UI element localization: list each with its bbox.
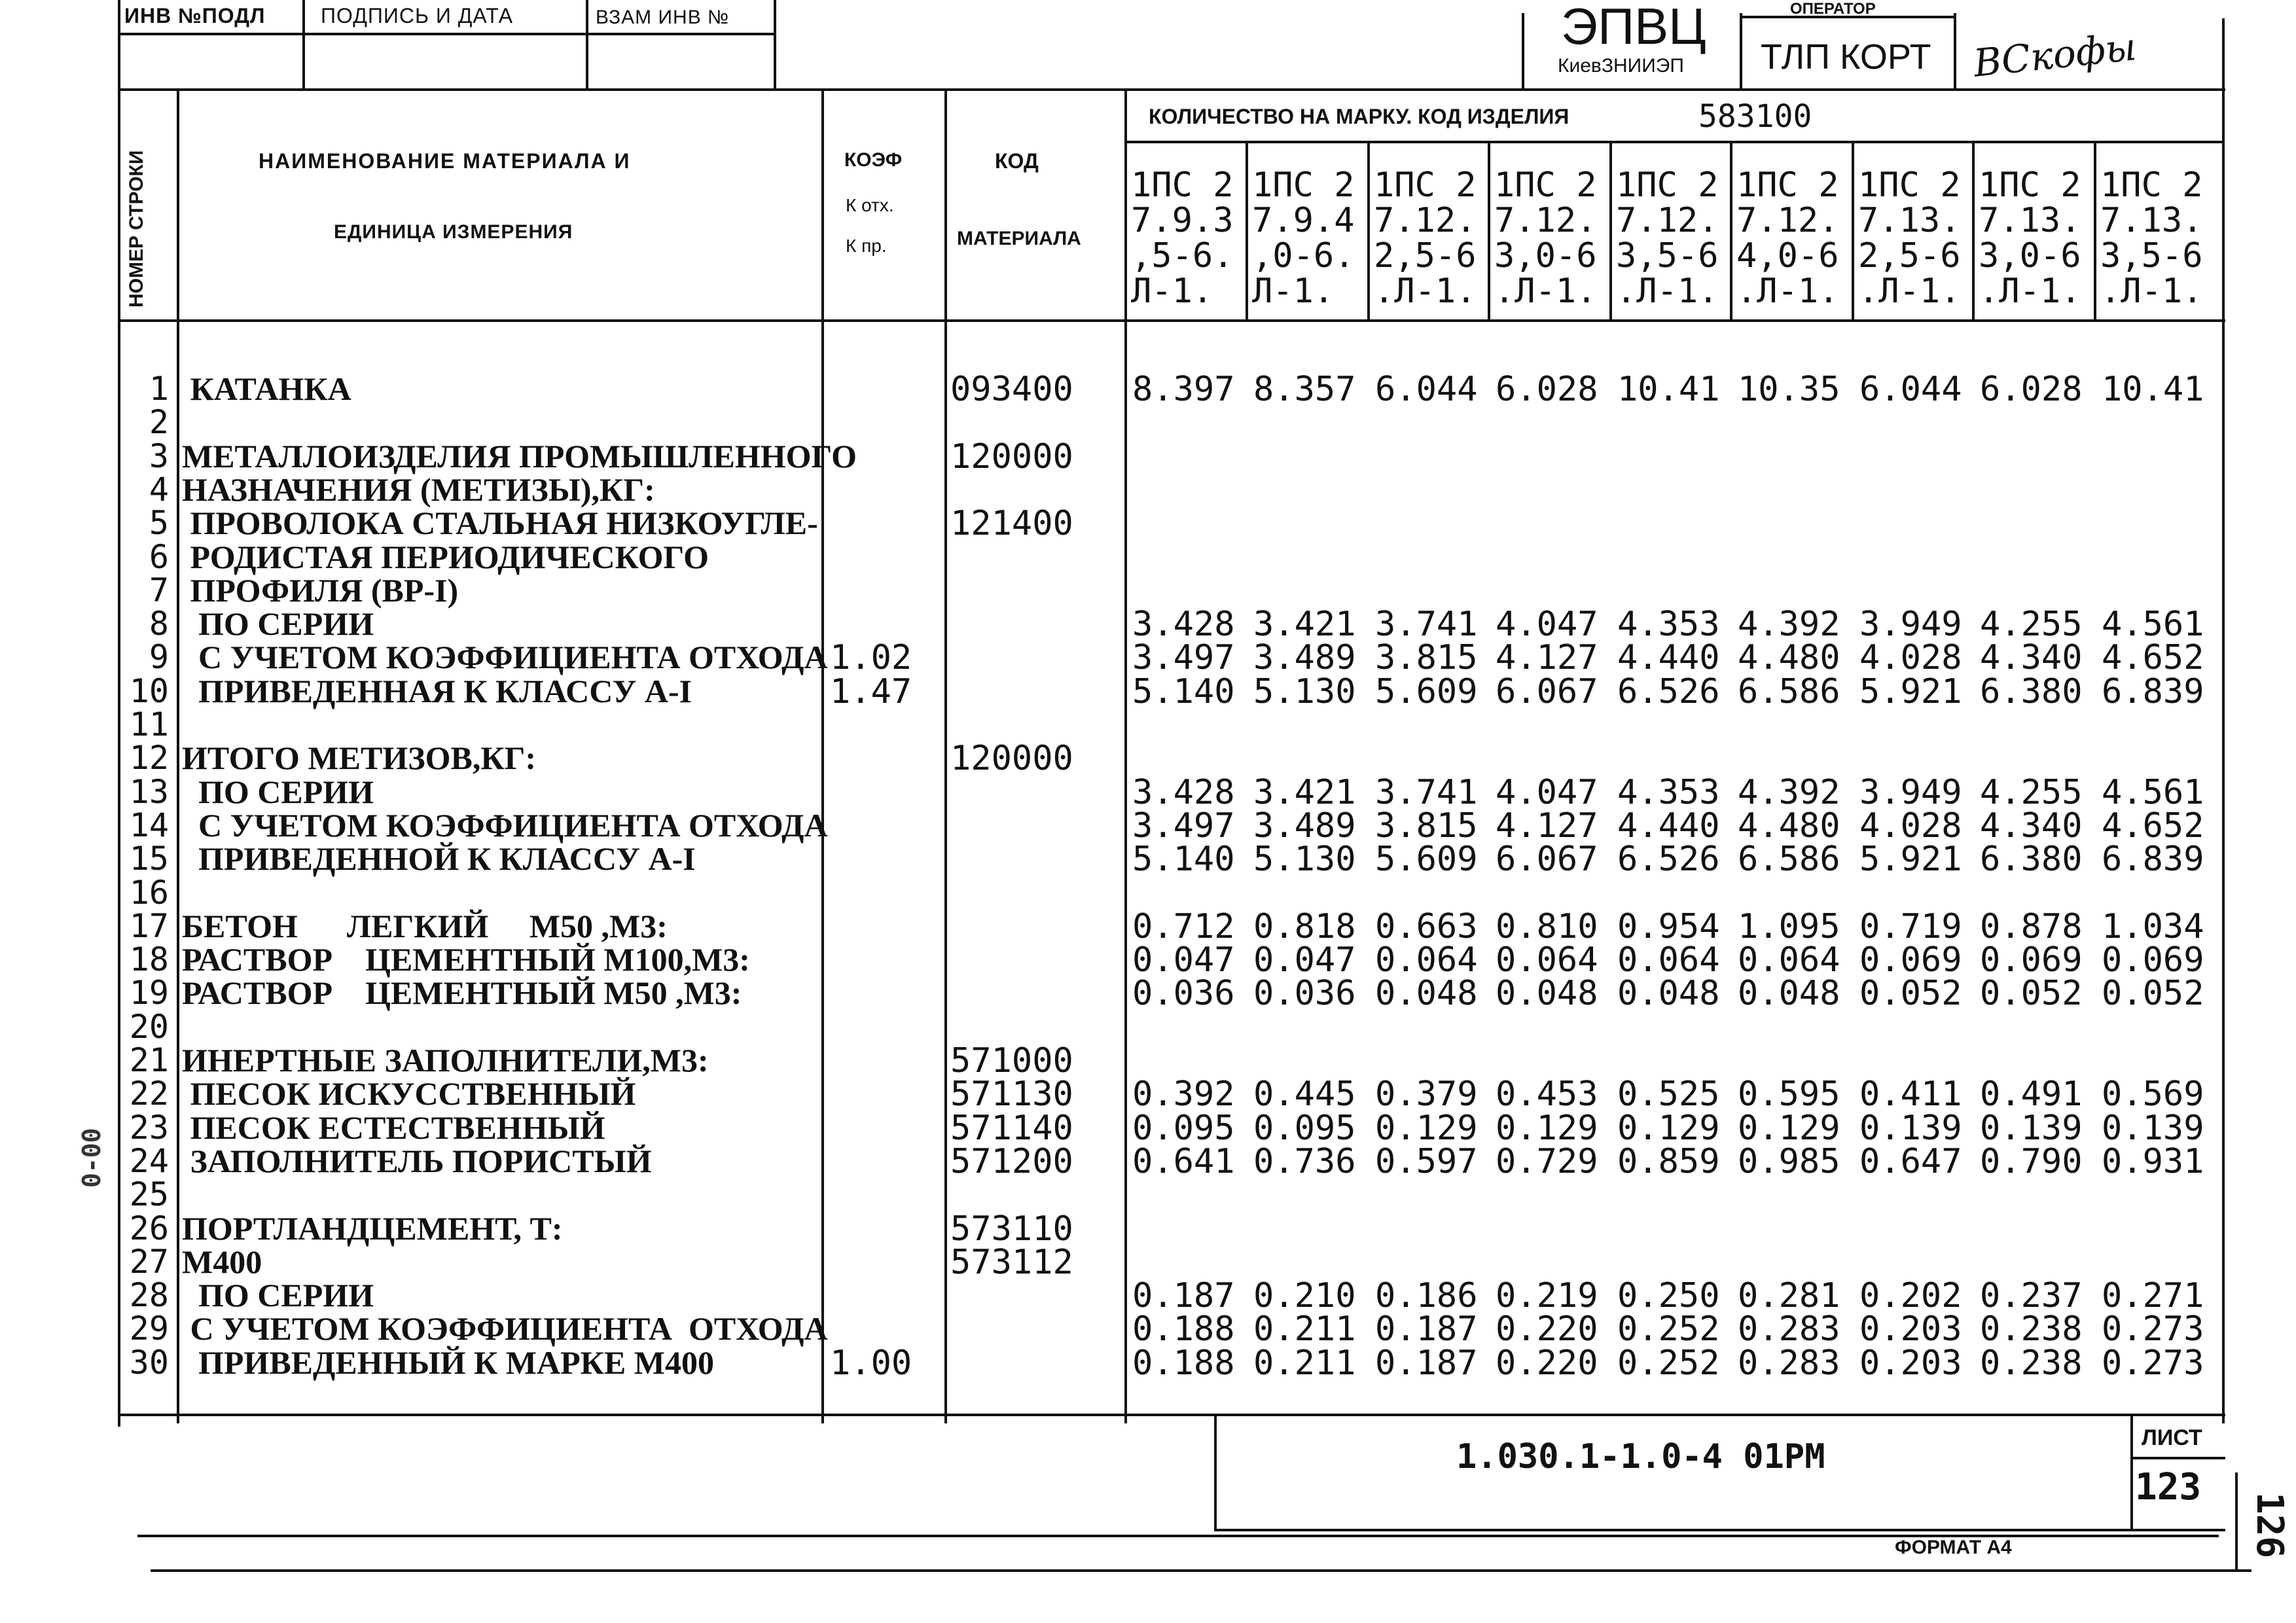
row-number: 29 <box>129 1310 169 1348</box>
quantity-value: 3.497 <box>1132 806 1235 846</box>
quantity-value: 4.255 <box>1980 772 2083 812</box>
quantity-value: 0.729 <box>1496 1141 1598 1181</box>
quantity-value: 0.129 <box>1375 1108 1478 1148</box>
quantity-value: 6.067 <box>1496 840 1598 880</box>
quantity-value: 5.921 <box>1859 671 1962 711</box>
quantity-value: 0.052 <box>1859 974 1962 1014</box>
quantity-value: 0.047 <box>1132 940 1235 980</box>
quantity-value: 0.237 <box>1980 1276 2083 1316</box>
material-code: 571140 <box>950 1108 1073 1148</box>
quantity-value: 0.647 <box>1859 1141 1962 1181</box>
quantity-value: 4.440 <box>1617 638 1720 678</box>
quantity-value: 3.949 <box>1859 772 1962 812</box>
material-name: ПРИВЕДЕННАЯ К КЛАССУ А-I <box>182 672 692 709</box>
row-number: 3 <box>149 437 169 475</box>
qty-header: КОЛИЧЕСТВО НА МАРКУ. КОД ИЗДЕЛИЯ <box>1149 105 1570 128</box>
quantity-value: 4.652 <box>2102 638 2204 678</box>
row-number: 28 <box>129 1276 169 1315</box>
row-number: 30 <box>129 1343 169 1382</box>
material-name: НАЗНАЧЕНИЯ (МЕТИЗЫ),КГ: <box>182 471 655 508</box>
quantity-value: 3.428 <box>1132 772 1235 812</box>
quantity-value: 3.815 <box>1375 638 1478 678</box>
quantity-value: 3.741 <box>1375 772 1478 812</box>
material-name: РАСТВОР ЦЕМЕНТНЫЙ М50 ,М3: <box>182 974 742 1012</box>
name-header-line1: НАИМЕНОВАНИЕ МАТЕРИАЛА И <box>259 149 631 173</box>
column-header-line: 2,5-6 <box>1858 236 1961 276</box>
column-header-line: 1ПС 2 <box>2100 166 2203 205</box>
quantity-value: 0.048 <box>1617 974 1720 1014</box>
quantity-value: 0.188 <box>1132 1310 1235 1349</box>
quantity-value: 3.421 <box>1253 772 1356 812</box>
quantity-value: 6.839 <box>2102 840 2204 880</box>
row-number: 20 <box>129 1007 169 1046</box>
column-header-line: 1ПС 2 <box>1494 166 1597 205</box>
row-number: 21 <box>129 1041 169 1079</box>
quantity-value: 0.203 <box>1859 1343 1962 1383</box>
quantity-value: 5.130 <box>1253 671 1356 711</box>
column-header-line: 7.12. <box>1374 201 1477 240</box>
operator-value: ТЛП КОРТ <box>1761 37 1931 77</box>
quantity-value: 0.273 <box>2102 1310 2204 1349</box>
row-number: 14 <box>129 806 169 844</box>
row-number: 12 <box>129 739 169 777</box>
column-header-line: 1ПС 2 <box>1858 166 1961 205</box>
column-header-line: 1ПС 2 <box>1736 166 1839 205</box>
quantity-value: 0.220 <box>1496 1310 1598 1349</box>
column-header-line: 7.13. <box>2100 201 2203 240</box>
quantity-value: 0.525 <box>1617 1075 1720 1115</box>
code-header-2: МАТЕРИАЛА <box>957 228 1081 249</box>
column-header-line: 7.13. <box>1979 201 2081 240</box>
row-number: 1 <box>149 370 169 408</box>
quantity-value: 6.028 <box>1980 370 2083 409</box>
column-header-line: 1ПС 2 <box>1616 166 1719 205</box>
column-header-line: .Л-1. <box>1736 272 1839 311</box>
material-name: ИТОГО МЕТИЗОВ,КГ: <box>182 740 537 777</box>
material-code: 573112 <box>950 1242 1073 1282</box>
material-name: ПО СЕРИИ <box>182 605 374 643</box>
quantity-value: 3.489 <box>1253 806 1356 846</box>
quantity-value: 0.453 <box>1496 1075 1598 1115</box>
quantity-value: 0.129 <box>1617 1108 1720 1148</box>
material-name: РОДИСТАЯ ПЕРИОДИЧЕСКОГО <box>182 538 709 575</box>
column-header-line: .Л-1. <box>1979 272 2081 311</box>
column-header-line: 3,5-6 <box>1616 236 1719 276</box>
material-name: ПО СЕРИИ <box>182 773 374 810</box>
org-name: КиевЗНИИЭП <box>1558 55 1684 77</box>
row-number: 17 <box>129 906 169 945</box>
column-header-line: 7.9.4 <box>1252 201 1355 240</box>
row-number: 18 <box>129 940 169 979</box>
quantity-value: 5.140 <box>1132 840 1235 880</box>
quantity-value: 0.139 <box>1859 1108 1962 1148</box>
quantity-value: 0.392 <box>1132 1075 1235 1115</box>
material-name: ПРОВОЛОКА СТАЛЬНАЯ НИЗКОУГЛЕ- <box>182 505 818 542</box>
quantity-value: 0.719 <box>1859 906 1962 946</box>
coef-header-2: К отх. <box>846 195 894 215</box>
material-code: 571130 <box>950 1075 1073 1115</box>
material-code: 121400 <box>950 504 1073 544</box>
quantity-value: 6.028 <box>1496 370 1598 409</box>
quantity-value: 0.139 <box>1980 1108 2083 1148</box>
row-number: 11 <box>129 705 169 743</box>
quantity-value: 0.283 <box>1738 1343 1840 1383</box>
quantity-value: 0.736 <box>1253 1141 1356 1181</box>
quantity-value: 4.028 <box>1859 638 1962 678</box>
quantity-value: 4.340 <box>1980 638 2083 678</box>
quantity-value: 0.281 <box>1738 1276 1840 1316</box>
quantity-value: 0.069 <box>2102 940 2204 980</box>
row-number: 8 <box>149 605 169 643</box>
quantity-value: 0.036 <box>1132 974 1235 1014</box>
coef-header-3: К пр. <box>846 236 887 256</box>
quantity-value: 0.597 <box>1375 1141 1478 1181</box>
coef-header-1: КОЭФ <box>844 149 903 171</box>
column-header-line: .Л-1. <box>1858 272 1961 311</box>
quantity-value: 5.921 <box>1859 840 1962 880</box>
row-number-header: НОМЕР СТРОКИ <box>126 150 147 308</box>
quantity-value: 1.034 <box>2102 906 2204 946</box>
quantity-value: 0.273 <box>2102 1343 2204 1383</box>
material-name: ПЕСОК ИСКУССТВЕННЫЙ <box>182 1075 636 1113</box>
code-header-1: КОД <box>995 149 1039 173</box>
quantity-value: 0.095 <box>1253 1108 1356 1148</box>
quantity-value: 0.818 <box>1253 906 1356 946</box>
column-header-line: 7.12. <box>1494 201 1597 240</box>
product-code: 583100 <box>1698 98 1812 135</box>
material-code: 571200 <box>950 1141 1073 1181</box>
quantity-value: 0.641 <box>1132 1141 1235 1181</box>
quantity-value: 3.815 <box>1375 806 1478 846</box>
quantity-value: 0.219 <box>1496 1276 1598 1316</box>
sheet-label: ЛИСТ <box>2142 1425 2202 1450</box>
quantity-value: 0.283 <box>1738 1310 1840 1349</box>
quantity-value: 4.392 <box>1738 772 1840 812</box>
quantity-value: 10.41 <box>1617 370 1720 409</box>
quantity-value: 4.440 <box>1617 806 1720 846</box>
material-name: С УЧЕТОМ КОЭФФИЦИЕНТА ОТХОДА <box>182 1310 828 1347</box>
material-name: ПО СЕРИИ <box>182 1277 374 1314</box>
quantity-value: 6.044 <box>1375 370 1478 409</box>
quantity-value: 6.067 <box>1496 671 1598 711</box>
material-code: 571000 <box>950 1041 1073 1080</box>
quantity-value: 0.203 <box>1859 1310 1962 1349</box>
side-page-number: 126 <box>2248 1492 2291 1559</box>
quantity-value: 0.859 <box>1617 1141 1720 1181</box>
material-name: КАТАНКА <box>182 370 351 407</box>
material-name: МЕТАЛЛОИЗДЕЛИЯ ПРОМЫШЛЕННОГО <box>182 437 857 474</box>
quantity-value: 0.047 <box>1253 940 1356 980</box>
quantity-value: 6.044 <box>1859 370 1962 409</box>
quantity-value: 0.211 <box>1253 1310 1356 1349</box>
quantity-value: 4.047 <box>1496 605 1598 645</box>
margin-mark: 0-00 <box>77 1128 106 1188</box>
quantity-value: 3.421 <box>1253 605 1356 645</box>
quantity-value: 0.129 <box>1738 1108 1840 1148</box>
quantity-value: 4.480 <box>1738 638 1840 678</box>
quantity-value: 5.609 <box>1375 671 1478 711</box>
material-code: 093400 <box>950 370 1073 409</box>
quantity-value: 3.428 <box>1132 605 1235 645</box>
material-name: ИНЕРТНЫЕ ЗАПОЛНИТЕЛИ,М3: <box>182 1042 709 1079</box>
quantity-value: 0.202 <box>1859 1276 1962 1316</box>
quantity-value: 0.878 <box>1980 906 2083 946</box>
quantity-value: 0.569 <box>2102 1075 2204 1115</box>
material-name: С УЧЕТОМ КОЭФФИЦИЕНТА ОТХОДА <box>182 806 828 844</box>
material-name: ПРИВЕДЕННЫЙ К МАРКЕ М400 <box>182 1344 714 1381</box>
column-header-line: 2,5-6 <box>1374 236 1477 276</box>
material-name: ПРОФИЛЯ (ВР-I) <box>182 571 459 609</box>
quantity-value: 0.048 <box>1738 974 1840 1014</box>
row-number: 7 <box>149 571 169 609</box>
name-header-line2: ЕДИНИЦА ИЗМЕРЕНИЯ <box>334 221 573 243</box>
row-number: 13 <box>129 772 169 811</box>
quantity-value: 0.069 <box>1980 940 2083 980</box>
quantity-value: 0.064 <box>1496 940 1598 980</box>
sheet-number: 123 <box>2135 1466 2202 1508</box>
quantity-value: 3.489 <box>1253 638 1356 678</box>
quantity-value: 8.357 <box>1253 370 1356 409</box>
quantity-value: 3.497 <box>1132 638 1235 678</box>
material-code: 573110 <box>950 1209 1073 1249</box>
quantity-value: 0.985 <box>1738 1141 1840 1181</box>
operator-label: ОПЕРАТОР <box>1790 0 1876 18</box>
row-number: 26 <box>129 1209 169 1247</box>
column-header-line: .Л-1. <box>1616 272 1719 311</box>
quantity-value: 0.064 <box>1617 940 1720 980</box>
quantity-value: 6.380 <box>1980 671 2083 711</box>
quantity-value: 0.220 <box>1496 1343 1598 1383</box>
coefficient: 1.47 <box>830 671 912 711</box>
material-name: ПРИВЕДЕННОЙ К КЛАССУ А-I <box>182 840 696 878</box>
material-name: ПОРТЛАНДЦЕМЕНТ, Т: <box>182 1209 563 1247</box>
column-header-line: 3,0-6 <box>1494 236 1597 276</box>
column-header-line: 7.13. <box>1858 201 1961 240</box>
quantity-value: 0.139 <box>2102 1108 2204 1148</box>
quantity-value: 0.048 <box>1375 974 1478 1014</box>
quantity-value: 6.526 <box>1617 840 1720 880</box>
quantity-value: 0.052 <box>1980 974 2083 1014</box>
quantity-value: 0.187 <box>1375 1310 1478 1349</box>
quantity-value: 0.445 <box>1253 1075 1356 1115</box>
quantity-value: 0.186 <box>1375 1276 1478 1316</box>
row-number: 22 <box>129 1075 169 1113</box>
column-header-line: 3,5-6 <box>2100 236 2203 276</box>
material-name: ЗАПОЛНИТЕЛЬ ПОРИСТЫЙ <box>182 1142 652 1179</box>
vzam-inv-label: ВЗАМ ИНВ № <box>596 7 730 28</box>
quantity-value: 0.048 <box>1496 974 1598 1014</box>
row-number: 5 <box>149 504 169 543</box>
row-number: 25 <box>129 1175 169 1214</box>
coefficient: 1.02 <box>830 638 912 678</box>
quantity-value: 0.954 <box>1617 906 1720 946</box>
quantity-value: 4.652 <box>2102 806 2204 846</box>
column-header-line: .Л-1. <box>2100 272 2203 311</box>
quantity-value: 0.595 <box>1738 1075 1840 1115</box>
quantity-value: 4.353 <box>1617 772 1720 812</box>
quantity-value: 0.250 <box>1617 1276 1720 1316</box>
column-header-line: 4,0-6 <box>1736 236 1839 276</box>
quantity-value: 0.810 <box>1496 906 1598 946</box>
column-header-line: ,5-6. <box>1131 236 1234 276</box>
quantity-value: 0.187 <box>1132 1276 1235 1316</box>
quantity-value: 4.127 <box>1496 638 1598 678</box>
quantity-value: 6.586 <box>1738 671 1840 711</box>
row-number: 6 <box>149 537 169 576</box>
quantity-value: 0.052 <box>2102 974 2204 1014</box>
org-logo: ЭПВЦ <box>1561 0 1706 55</box>
row-number: 9 <box>149 638 169 677</box>
column-header-line: .Л-1. <box>1374 272 1477 311</box>
column-header-line: 7.9.3 <box>1131 201 1234 240</box>
quantity-value: 4.561 <box>2102 772 2204 812</box>
column-header-line: 1ПС 2 <box>1131 166 1234 205</box>
material-code: 120000 <box>950 437 1073 476</box>
material-name: М400 <box>182 1243 262 1280</box>
row-number: 23 <box>129 1108 169 1147</box>
document-code: 1.030.1-1.0-4 01РМ <box>1456 1437 1825 1476</box>
quantity-value: 6.839 <box>2102 671 2204 711</box>
row-number: 16 <box>129 873 169 912</box>
row-number: 19 <box>129 974 169 1012</box>
quantity-value: 4.047 <box>1496 772 1598 812</box>
quantity-value: 0.252 <box>1617 1343 1720 1383</box>
row-number: 4 <box>149 470 169 508</box>
row-number: 15 <box>129 840 169 878</box>
quantity-value: 0.252 <box>1617 1310 1720 1349</box>
quantity-value: 4.480 <box>1738 806 1840 846</box>
column-header-line: 1ПС 2 <box>1374 166 1477 205</box>
quantity-value: 0.238 <box>1980 1310 2083 1349</box>
quantity-value: 0.210 <box>1253 1276 1356 1316</box>
quantity-value: 5.130 <box>1253 840 1356 880</box>
row-number: 10 <box>129 671 169 710</box>
quantity-value: 0.129 <box>1496 1108 1598 1148</box>
quantity-value: 5.609 <box>1375 840 1478 880</box>
column-header-line: 1ПС 2 <box>1252 166 1355 205</box>
quantity-value: 0.036 <box>1253 974 1356 1014</box>
quantity-value: 4.127 <box>1496 806 1598 846</box>
quantity-value: 0.187 <box>1375 1343 1478 1383</box>
column-header-line: .Л-1. <box>1494 272 1597 311</box>
column-header-line: 7.12. <box>1616 201 1719 240</box>
quantity-value: 4.561 <box>2102 605 2204 645</box>
quantity-value: 3.741 <box>1375 605 1478 645</box>
column-header-line: 3,0-6 <box>1979 236 2081 276</box>
quantity-value: 4.028 <box>1859 806 1962 846</box>
quantity-value: 0.491 <box>1980 1075 2083 1115</box>
material-code: 120000 <box>950 739 1073 779</box>
format-label: ФОРМАТ А4 <box>1895 1537 2012 1558</box>
quantity-value: 10.35 <box>1738 370 1840 409</box>
quantity-value: 6.586 <box>1738 840 1840 880</box>
column-header-line: ,0-6. <box>1252 236 1355 276</box>
quantity-value: 0.411 <box>1859 1075 1962 1115</box>
quantity-value: 5.140 <box>1132 671 1235 711</box>
material-name: РАСТВОР ЦЕМЕНТНЫЙ М100,М3: <box>182 941 750 978</box>
inv-podl-label: ИНВ №ПОДЛ <box>124 4 266 27</box>
column-header-line: 1ПС 2 <box>1979 166 2081 205</box>
quantity-value: 0.712 <box>1132 906 1235 946</box>
column-header-line: 7.12. <box>1736 201 1839 240</box>
quantity-value: 0.211 <box>1253 1343 1356 1383</box>
quantity-value: 0.790 <box>1980 1141 2083 1181</box>
material-name: БЕТОН ЛЕГКИЙ М50 ,М3: <box>182 907 668 944</box>
coefficient: 1.00 <box>830 1343 912 1383</box>
quantity-value: 3.949 <box>1859 605 1962 645</box>
quantity-value: 8.397 <box>1132 370 1235 409</box>
quantity-value: 0.188 <box>1132 1343 1235 1383</box>
signature: ВСкофы <box>1971 24 2139 86</box>
quantity-value: 0.931 <box>2102 1141 2204 1181</box>
quantity-value: 0.271 <box>2102 1276 2204 1316</box>
quantity-value: 0.069 <box>1859 940 1962 980</box>
quantity-value: 1.095 <box>1738 906 1840 946</box>
column-header-line: Л-1. <box>1252 272 1335 311</box>
quantity-value: 0.379 <box>1375 1075 1478 1115</box>
podpis-data-label: ПОДПИСЬ И ДАТА <box>321 4 514 27</box>
quantity-value: 10.41 <box>2102 370 2204 409</box>
quantity-value: 0.238 <box>1980 1343 2083 1383</box>
row-number: 24 <box>129 1141 169 1180</box>
quantity-value: 4.392 <box>1738 605 1840 645</box>
quantity-value: 4.255 <box>1980 605 2083 645</box>
quantity-value: 6.380 <box>1980 840 2083 880</box>
row-number: 27 <box>129 1242 169 1281</box>
quantity-value: 4.353 <box>1617 605 1720 645</box>
column-header-line: Л-1. <box>1131 272 1213 311</box>
quantity-value: 0.095 <box>1132 1108 1235 1148</box>
quantity-value: 0.064 <box>1738 940 1840 980</box>
quantity-value: 0.663 <box>1375 906 1478 946</box>
row-number: 2 <box>149 403 169 442</box>
quantity-value: 4.340 <box>1980 806 2083 846</box>
material-name: ПЕСОК ЕСТЕСТВЕННЫЙ <box>182 1109 605 1146</box>
quantity-value: 0.064 <box>1375 940 1478 980</box>
material-name: С УЧЕТОМ КОЭФФИЦИЕНТА ОТХОДА <box>182 639 828 676</box>
quantity-value: 6.526 <box>1617 671 1720 711</box>
